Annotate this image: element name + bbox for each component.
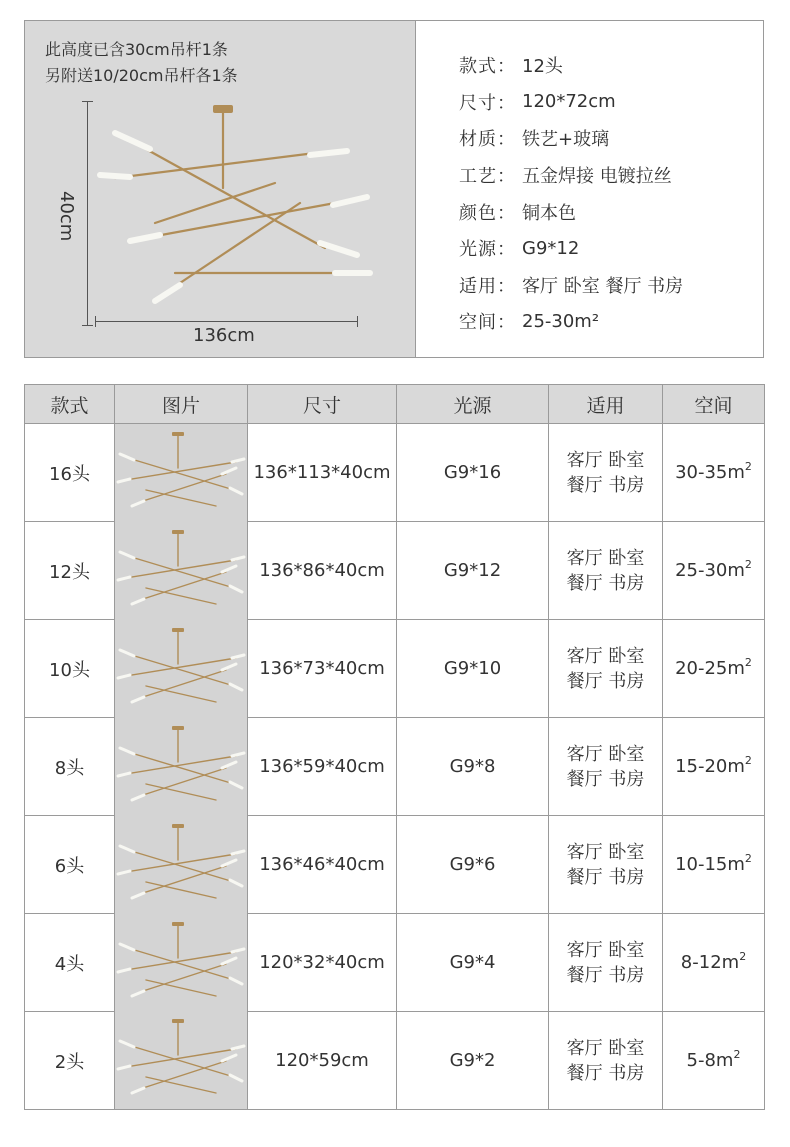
header-space: 空间 (663, 385, 765, 424)
cell-light: G9*12 (397, 522, 549, 620)
use-line-1: 客厅 卧室 (566, 449, 645, 471)
table-row (25, 522, 765, 620)
spec-space: 空间： 25-30m² (459, 310, 600, 334)
use-line-2: 餐厅 书房 (566, 1062, 645, 1084)
cell-size: 136*46*40cm (248, 816, 397, 914)
space-value: 30-35m (675, 462, 745, 483)
space-value: 25-30m (675, 560, 745, 581)
cell-use (549, 914, 663, 1012)
chandelier-thumbnail-icon (116, 526, 246, 616)
cell-space (663, 620, 765, 718)
use-line-2: 餐厅 书房 (566, 866, 645, 888)
cell-image (115, 424, 248, 522)
spec-material: 材质： 铁艺+玻璃 (459, 129, 610, 151)
header-image: 图片 (115, 385, 248, 424)
width-dimension-line (95, 321, 358, 322)
use-line-2: 餐厅 书房 (566, 572, 645, 594)
chandelier-thumbnail-icon (116, 1015, 246, 1105)
product-image-panel (25, 21, 416, 357)
cell-image (115, 522, 248, 620)
use-line-1: 客厅 卧室 (566, 939, 645, 961)
use-line-2: 餐厅 书房 (566, 670, 645, 692)
space-unit-sup: 2 (733, 1048, 741, 1061)
table-row (25, 620, 765, 718)
cell-use (549, 620, 663, 718)
cell-image (115, 718, 248, 816)
cell-size: 136*86*40cm (248, 522, 397, 620)
header-size: 尺寸 (248, 385, 397, 424)
cell-light: G9*2 (397, 1012, 549, 1110)
cell-style: 4头 (25, 914, 115, 1012)
cell-light: G9*10 (397, 620, 549, 718)
cell-style: 2头 (25, 1012, 115, 1110)
cell-light: G9*16 (397, 424, 549, 522)
cell-size: 120*59cm (248, 1012, 397, 1110)
space-unit-sup: 2 (739, 950, 747, 963)
use-line-2: 餐厅 书房 (566, 768, 645, 790)
cell-use (549, 718, 663, 816)
cell-use (549, 424, 663, 522)
table-row (25, 914, 765, 1012)
height-dimension-line (87, 101, 88, 326)
table-row (25, 718, 765, 816)
cell-image (115, 914, 248, 1012)
table-row (25, 816, 765, 914)
space-unit-sup: 2 (744, 656, 752, 669)
table-row (25, 1012, 765, 1110)
cell-image (115, 1012, 248, 1110)
space-unit-sup: 2 (744, 460, 752, 473)
cell-size: 136*59*40cm (248, 718, 397, 816)
chandelier-thumbnail-icon (116, 624, 246, 714)
cell-space (663, 718, 765, 816)
chandelier-thumbnail-icon (116, 820, 246, 910)
cell-space (663, 424, 765, 522)
space-value: 15-20m (675, 756, 745, 777)
cell-use (549, 1012, 663, 1110)
spec-applicable: 适用： 客厅 卧室 餐厅 书房 (459, 275, 684, 297)
hanging-rod-note (45, 37, 238, 89)
spec-size: 尺寸： 120*72cm (459, 91, 616, 114)
cell-use (549, 522, 663, 620)
height-label: 40cm (56, 191, 77, 242)
chandelier-thumbnail-icon (116, 722, 246, 812)
cell-space (663, 1012, 765, 1110)
cell-style: 8头 (25, 718, 115, 816)
cell-light: G9*4 (397, 914, 549, 1012)
spec-panel (24, 20, 764, 358)
use-line-1: 客厅 卧室 (566, 547, 645, 569)
header-light: 光源 (397, 385, 549, 424)
use-line-1: 客厅 卧室 (566, 1037, 645, 1059)
cell-image (115, 816, 248, 914)
spec-style: 款式： 12头 (459, 56, 563, 78)
cell-size: 136*113*40cm (248, 424, 397, 522)
cell-size: 136*73*40cm (248, 620, 397, 718)
use-line-2: 餐厅 书房 (566, 964, 645, 986)
cell-use (549, 816, 663, 914)
cell-light: G9*6 (397, 816, 549, 914)
header-style: 款式 (25, 385, 115, 424)
cell-image (115, 620, 248, 718)
space-value: 8-12m (680, 952, 740, 973)
use-line-1: 客厅 卧室 (566, 743, 645, 765)
cell-style: 6头 (25, 816, 115, 914)
model-comparison-table (24, 384, 765, 1110)
table-header-row (25, 385, 765, 424)
space-value: 10-15m (675, 854, 745, 875)
chandelier-thumbnail-icon (116, 918, 246, 1008)
width-label: 136cm (193, 325, 255, 346)
chandelier-thumbnail-icon (116, 428, 246, 518)
note-line-1: 此高度已含30cm吊杆1条 (45, 40, 228, 59)
space-unit-sup: 2 (744, 754, 752, 767)
use-line-1: 客厅 卧室 (566, 841, 645, 863)
spec-light-source: 光源： G9*12 (459, 237, 580, 261)
cell-light: G9*8 (397, 718, 549, 816)
cell-style: 12头 (25, 522, 115, 620)
space-unit-sup: 2 (744, 558, 752, 571)
cell-space (663, 914, 765, 1012)
spec-list (416, 21, 763, 357)
cell-size: 120*32*40cm (248, 914, 397, 1012)
cell-space (663, 522, 765, 620)
cell-style: 10头 (25, 620, 115, 718)
cell-style: 16头 (25, 424, 115, 522)
table-row (25, 424, 765, 522)
use-line-1: 客厅 卧室 (566, 645, 645, 667)
spec-color: 颜色： 铜本色 (459, 202, 576, 224)
note-line-2: 另附送10/20cm吊杆各1条 (45, 66, 238, 85)
spec-craft: 工艺： 五金焊接 电镀拉丝 (459, 166, 672, 188)
space-unit-sup: 2 (744, 852, 752, 865)
use-line-2: 餐厅 书房 (566, 474, 645, 496)
header-use: 适用 (549, 385, 663, 424)
space-value: 20-25m (675, 658, 745, 679)
chandelier-icon (95, 93, 375, 318)
cell-space (663, 816, 765, 914)
space-value: 5-8m (686, 1050, 734, 1071)
